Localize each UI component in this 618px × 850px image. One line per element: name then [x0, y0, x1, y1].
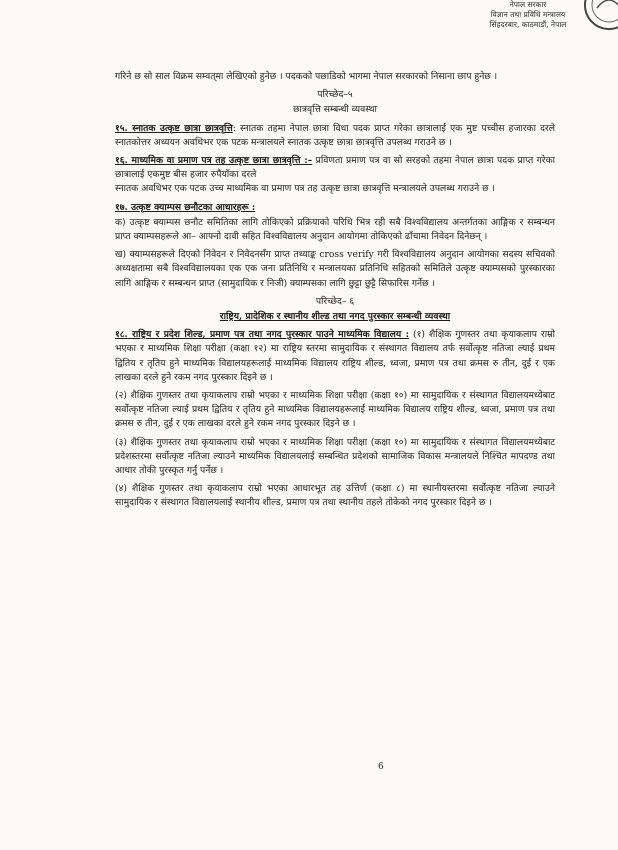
section-16-continued: स्नातक अवधिभर एक पटक उच्च माध्यमिक वा प्रमाण पत्र तह उत्कृष्ट छात्रा छात्रवृत्ति मन्त्रालयले उपलब्ध गराउने छ ।	[115, 183, 495, 195]
page-number: 6	[378, 762, 384, 772]
chapter-5-subheading: छात्रवृत्ति सम्बन्धी व्यवस्था	[293, 104, 377, 116]
section-15-title: १५. स्नातक उत्कृष्ट छात्रा छात्रवृत्ति	[115, 122, 233, 134]
stamp-line-1: विज्ञान तथा प्रविधि मन्त्रालय	[490, 10, 566, 19]
section-17-kha: ख) क्याम्पसहरूले दिएको निवेदन र निवेदनसँग प्राप्त तथ्याङ्क cross verify गरी विश्वविद्यालय अनुदान आयोगका सदस्य सचिवको अध्यक्षतामा सबै विश्वविद्यालयका एक एक जना प्रतिनिधि र मन्त्रालयका प्रतिनिधि सहितको समितिले उत्कृष्ट क्याम्पसको पुरस्कारका लागि आङ्गिक र सम्बन्धन प्राप्त (सामुदायिक र निजी) क्याम्पसका लागि छुट्टा छुट्टै सिफारिस गर्नेछ ।	[115, 249, 555, 289]
section-15-body: : स्नातक तहमा नेपाल छात्रा विधा पदक प्राप्त गरेका छात्रालाई एक मुष्ट पच्चीस हजारका दरले स्नातकोत्तर अध्ययन अवधिभर एक पटक मन्त्रालयले स्नातक उत्कृष्ट छात्रा छात्रवृत्ति उपलब्ध गराउने छ ।	[115, 122, 555, 148]
document-body	[115, 70, 555, 515]
section-17-title: १७. उत्कृष्ट क्याम्पस छनौटका आधारहरू :	[115, 201, 256, 213]
chapter-5-heading: परिच्छेद–५	[317, 89, 353, 101]
stamp-line-2: सिंहदरबार, काठमाडौं, नेपाल	[489, 20, 567, 29]
section-17	[115, 201, 555, 215]
section-16-title: १६. माध्यमिक वा प्रमाण पत्र तह उत्कृष्ट छात्रा छात्रवृत्ति :–	[115, 155, 313, 167]
section-18-p2: (२) शैक्षिक गुणस्तर तथा कृयाकलाप राम्रो भएका र माध्यमिक शिक्षा परीक्षा (कक्षा १०) मा सामुदायिक र संस्थागत विद्यालयमध्येबाट सर्वोत्कृष्ट नतिजा ल्याई प्रथम द्वितिय र तृतिय हुने माध्यमिक विद्यालयहरूलाई माध्यमिक विद्यालय राष्ट्रिय शील्ड, ध्वजा, प्रमाण पत्र तथा क्रमस रु तीन, दुई र एक लाखका दरले हुने रकम नगद पुरस्कार दिइने छ ।	[115, 390, 555, 430]
section-17-ka: क) उत्कृष्ट क्याम्पस छनौट समितिका लागि तोकिएको प्रक्रियाको परिधि भित्र रही सबै विश्वविद्यालय अन्तर्गतका आङ्गिक र सम्बन्धन प्राप्त क्याम्पसहरूले आ– आफ्नो दावी सहित विश्वविद्यालय अनुदान आयोगमा तोकिएको ढाँचामा निवेदन दिनेछन्‌ ।	[115, 216, 555, 243]
section-16-body: प्रविणता प्रमाण पत्र वा सो सरहको तहमा नेपाल छात्रा पदक प्राप्त गरेका छात्रालाई एकमुष्ट बीस हजार रुपैयाँका दरले	[115, 155, 556, 181]
chapter-6-heading: परिच्छेद– ६	[315, 295, 355, 307]
section-18-p1: (१) शैक्षिक गुणस्तर तथा कृयाकलाप राम्रो भएका र माध्यमिक शिक्षा परीक्षा (कक्षा १२) मा राष्ट्रिय स्तरमा सामुदायिक र संस्थागत विद्यालय तर्फ सर्वोत्कृष्ट नतिजा ल्याई प्रथम द्वितिय र तृतिय हुने माध्यमिक विद्यालयहरूलाई माध्यमिक विद्यालय राष्ट्रिय शील्ड, ध्वजा, प्रमाण पत्र तथा क्रमस रु तीन, दुई र एक लाखका दरले हुने रकम नगद पुरस्कार दिइने छ ।	[115, 329, 555, 383]
section-16	[115, 154, 555, 182]
section-18-p4: (४) शैक्षिक गुणस्तर तथा कृयाकलाप राम्रो भएका आधारभूत तह उत्तिर्ण (कक्षा ८) मा स्थानीयस्तरमा सर्वोत्कृष्ट नतिजा ल्याउने सामुदायिक र संस्थागत विद्यालयलाई स्थानीय शील्ड, प्रमाण पत्र तथा स्थानीय तहले तोकेको नगद पुरस्कार दिइने छ ।	[115, 483, 555, 509]
section-15	[115, 122, 555, 150]
office-stamp-text	[458, 0, 598, 30]
section-18-title: १८. राष्ट्रिय र प्रदेश शिल्ड, प्रमाण पत्र तथा नगद पुरस्कार पाउने माध्यमिक विद्यालय :	[115, 329, 409, 341]
chapter-6-subheading: राष्ट्रिय, प्रादेशिक र स्थानीय शील्ड तथा नगद पुरस्कार सम्बन्धी व्यवस्था	[219, 311, 451, 323]
section-18-p3: (३) शैक्षिक गुणस्तर तथा कृयाकलाप राम्रो भएका र माध्यमिक शिक्षा परीक्षा (कक्षा १०) मा सामुदायिक र संस्थागत विद्यालयमध्येबाट प्रदेशस्तरमा सर्वोत्कृष्ट नतिजा ल्याउने माध्यमिक विद्यालयलाई सम्बन्धित प्रदेशको सामाजिक विकास मन्त्रालयले निश्चित मापदण्ड तथा आधार तोकी पुरस्कृत गर्नु पर्नेछ ।	[115, 436, 555, 477]
section-18	[115, 328, 555, 385]
stamp-line-0: नेपाल सरकार	[509, 0, 547, 9]
government-emblem-icon	[582, 0, 618, 32]
intro-paragraph: गरिने छ सो साल विक्रम सम्वत्‌मा लेखिएको हुनेछ । पदकको पछाडिको भागमा नेपाल सरकारको निसाना छाप हुनेछ ।	[115, 71, 498, 82]
